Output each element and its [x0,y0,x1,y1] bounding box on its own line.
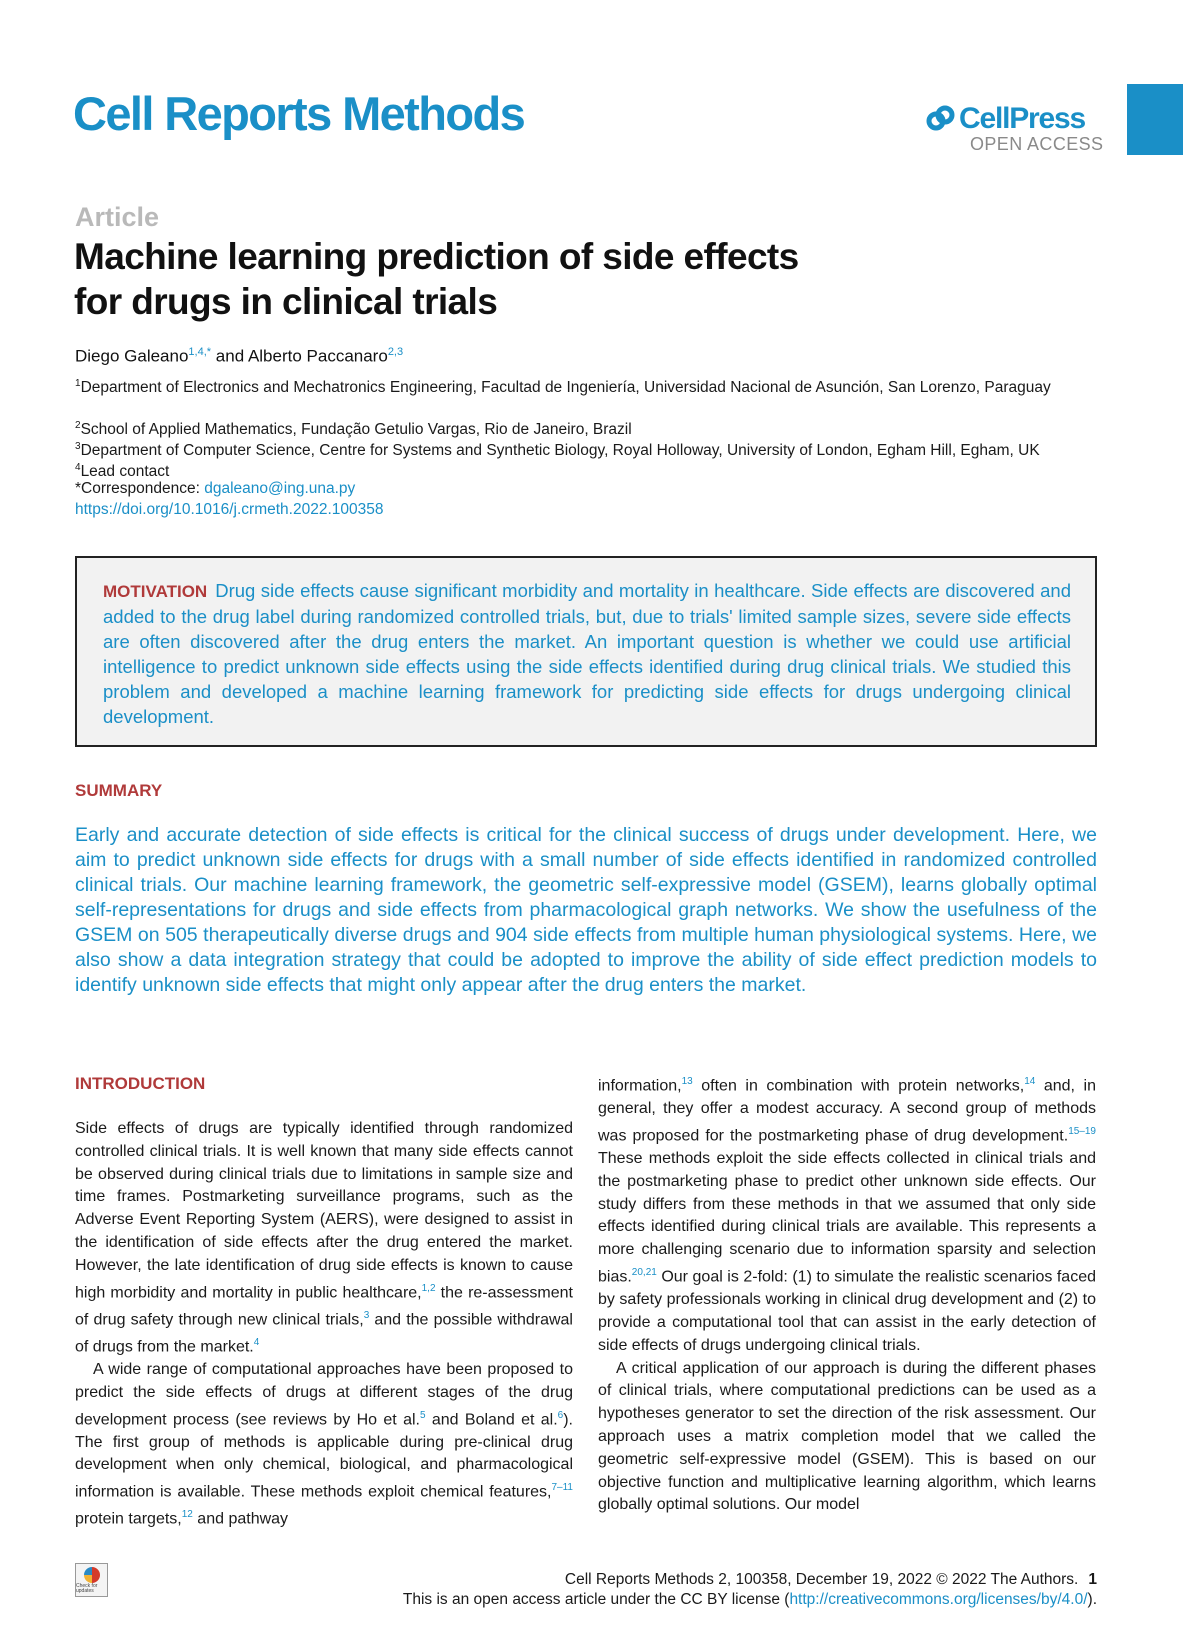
paragraph-text: Side effects of drugs are typically identified through randomized controlled clinical trials. It is well known that many side effects cannot be observed during clinical trials due to limitations in sample size and time frames. Postmarketing surveillance programs, such as the Adverse Event Reporting System (AERS), were designed to assist in the identification of side effects after the drug entered the market. However, the late identification of drug side effects is known to cause high morbidity and mortality in public healthcare, [75,1120,573,1301]
affiliation-ref[interactable]: 1,4,* [188,346,212,358]
citation-ref[interactable]: 1,2 [421,1282,436,1294]
citation-ref[interactable]: 6 [557,1409,564,1421]
correspondence [75,478,1100,499]
page-footer [403,1570,1097,1610]
doi-link[interactable]: https://doi.org/10.1016/j.crmeth.2022.100358 [75,501,384,518]
affiliation-number: 1 [75,378,81,389]
citation-ref[interactable]: 4 [253,1336,260,1348]
paragraph-text: and pathway [192,1510,289,1528]
affiliation-text: Department of Electronics and Mechatronics Engineering, Facultad de Ingeniería, Universidad Nacional de Asunción, San Lorenzo, Paraguay [80,379,1051,397]
summary-heading: SUMMARY [75,781,163,800]
affiliation-text: Lead contact [80,463,170,481]
correspondence-email-link[interactable]: dgaleano@ing.una.py [204,480,356,497]
paragraph-text: information, [598,1077,682,1095]
paragraph-text: These methods exploit the side effects collected in clinical trials and the postmarketing phase to predict other unknown side effects. Our study differs from these methods in that we assumed that only side effects identified during clinical trials are available. This represents a more challenging scenario due to information sparsity and selection bias. [598,1150,1096,1286]
citation-ref[interactable]: 5 [419,1409,426,1421]
body-column-left [75,1118,573,1532]
affiliation-text: School of Applied Mathematics, Fundação Getulio Vargas, Rio de Janeiro, Brazil [80,421,632,439]
footer-license-line [403,1590,1097,1610]
publisher-name: CellPress [959,102,1085,135]
citation-ref[interactable]: 12 [181,1509,193,1521]
affiliation-number: 4 [75,462,81,473]
crossmark-label: Check for updates [76,1582,98,1594]
author-name[interactable]: Diego Galeano [75,346,189,366]
citation-ref[interactable]: 3 [363,1309,370,1321]
body-paragraph [598,1071,1096,1358]
doi [75,499,1100,520]
footer-citation: Cell Reports Methods 2, 100358, December 19, 2022 © 2022 The Authors. [564,1571,1079,1588]
citation-ref[interactable]: 7–11 [551,1482,573,1494]
paragraph-text: and the possible withdrawal of drugs from the market. [75,1311,573,1356]
page-number: 1 [1088,1571,1097,1588]
paragraph-text: the re-assessment of drug safety through new clinical trials, [75,1283,573,1329]
accent-tab [1127,84,1183,155]
author-list [75,346,403,367]
footer-citation-line [403,1570,1097,1590]
paper-title [74,234,974,324]
summary-text: Early and accurate detection of side effects is critical for the clinical success of drugs under development. Here, we aim to predict unknown side effects for drugs with a small number of side effects identified in randomized controlled clinical trials. Our machine learning framework, the geometric self-expressive model (GSEM), learns globally optimal self-representations for drugs and side effects from pharmacological graph networks. We show the usefulness of the GSEM on 505 therapeutically diverse drugs and 904 side effects from multiple human physiological systems. Here, we also show a data integration strategy that could be adopted to improve the ability of side effect prediction models to identify unknown side effects that might only appear after the drug enters the market. [75,824,1097,996]
body-column-right [598,1071,1096,1517]
paragraph-text: A wide range of computational approaches have been proposed to predict the side effects of drugs at different stages of the drug development process (see reviews by Ho et al. [75,1360,573,1428]
paragraph-text: Our goal is 2-fold: (1) to simulate the realistic scenarios faced by safety professionals working in clinical drug development and (2) to provide a computational tool that can assist in the early detection of side effects of drugs undergoing clinical trials. [598,1268,1096,1354]
affiliation-text: Department of Computer Science, Centre for Systems and Synthetic Biology, Royal Holloway, University of London, Egham Hill, Egham, UK [80,442,1040,460]
license-link[interactable]: http://creativecommons.org/licenses/by/4.0/ [789,1591,1088,1608]
motivation-paragraph [103,578,1071,729]
affiliation-ref[interactable]: 2,3 [387,346,404,358]
body-paragraph: A critical application of our approach is during the different phases of clinical trials, where computational predictions can be used as a hypotheses generator to set the direction of the risk assessment. Our approach uses a matrix completion model that we called the geometric self-expressive model (GSEM). This is based on our objective function and multiplicative learning algorithm, which learns globally optimal solutions. Our model [598,1359,1096,1514]
license-text: ). [1087,1591,1097,1608]
citation-ref[interactable]: 20,21 [631,1267,657,1279]
affiliation [75,373,1100,398]
cellpress-brand[interactable] [925,102,1105,155]
body-paragraph [75,1359,573,1532]
journal-title: Cell Reports Methods [73,87,525,140]
paragraph-text: protein targets, [75,1510,182,1528]
title-line-1: Machine learning prediction of side effects [74,236,799,277]
cellpress-logo [925,102,1105,136]
body-paragraph [75,1118,573,1359]
license-text: This is an open access article under the CC BY license ( [402,1591,790,1608]
motivation-box [75,556,1097,747]
cellpress-icon [925,104,955,134]
introduction-heading: INTRODUCTION [75,1074,206,1093]
motivation-label: MOTIVATION [103,582,208,601]
paragraph-text: and, in general, they offer a modest accuracy. A second group of methods was proposed for the postmarketing phase of drug development. [598,1077,1097,1145]
citation-ref[interactable]: 15–19 [1068,1125,1096,1137]
paragraph-text: ). The first group of methods is applicable during pre-clinical drug development when only chemical, biological, and pharmacological information is available. These methods exploit chemical features, [75,1410,573,1501]
paragraph-text: and Boland et al. [425,1410,558,1428]
open-access-label: OPEN ACCESS [970,134,1104,154]
correspondence-label: *Correspondence: [75,480,205,497]
check-for-updates-badge[interactable] [75,1563,108,1597]
article-type-label: Article [75,202,160,232]
citation-ref[interactable]: 14 [1024,1076,1036,1087]
title-line-2: for drugs in clinical trials [74,281,498,322]
paragraph-text: often in combination with protein networks, [692,1077,1025,1095]
motivation-text: Drug side effects cause significant morbidity and mortality in healthcare. Side effects are discovered and added to the drug label during randomized controlled trials, but, due to trials' limited sample sizes, severe side effects are often discovered after the drug enters the market. An important question is whether we could use artificial intelligence to predict unknown side effects using the side effects identified during drug clinical trials. We studied this problem and developed a machine learning framework for predicting side effects for drugs undergoing clinical development. [103,580,1071,727]
author-joiner: and [211,346,248,366]
affiliation-number: 3 [75,441,81,452]
crossmark-icon [84,1567,100,1583]
affiliation-number: 2 [75,420,81,431]
author-name[interactable]: Alberto Paccanaro [247,346,388,366]
citation-ref[interactable]: 13 [681,1076,693,1087]
